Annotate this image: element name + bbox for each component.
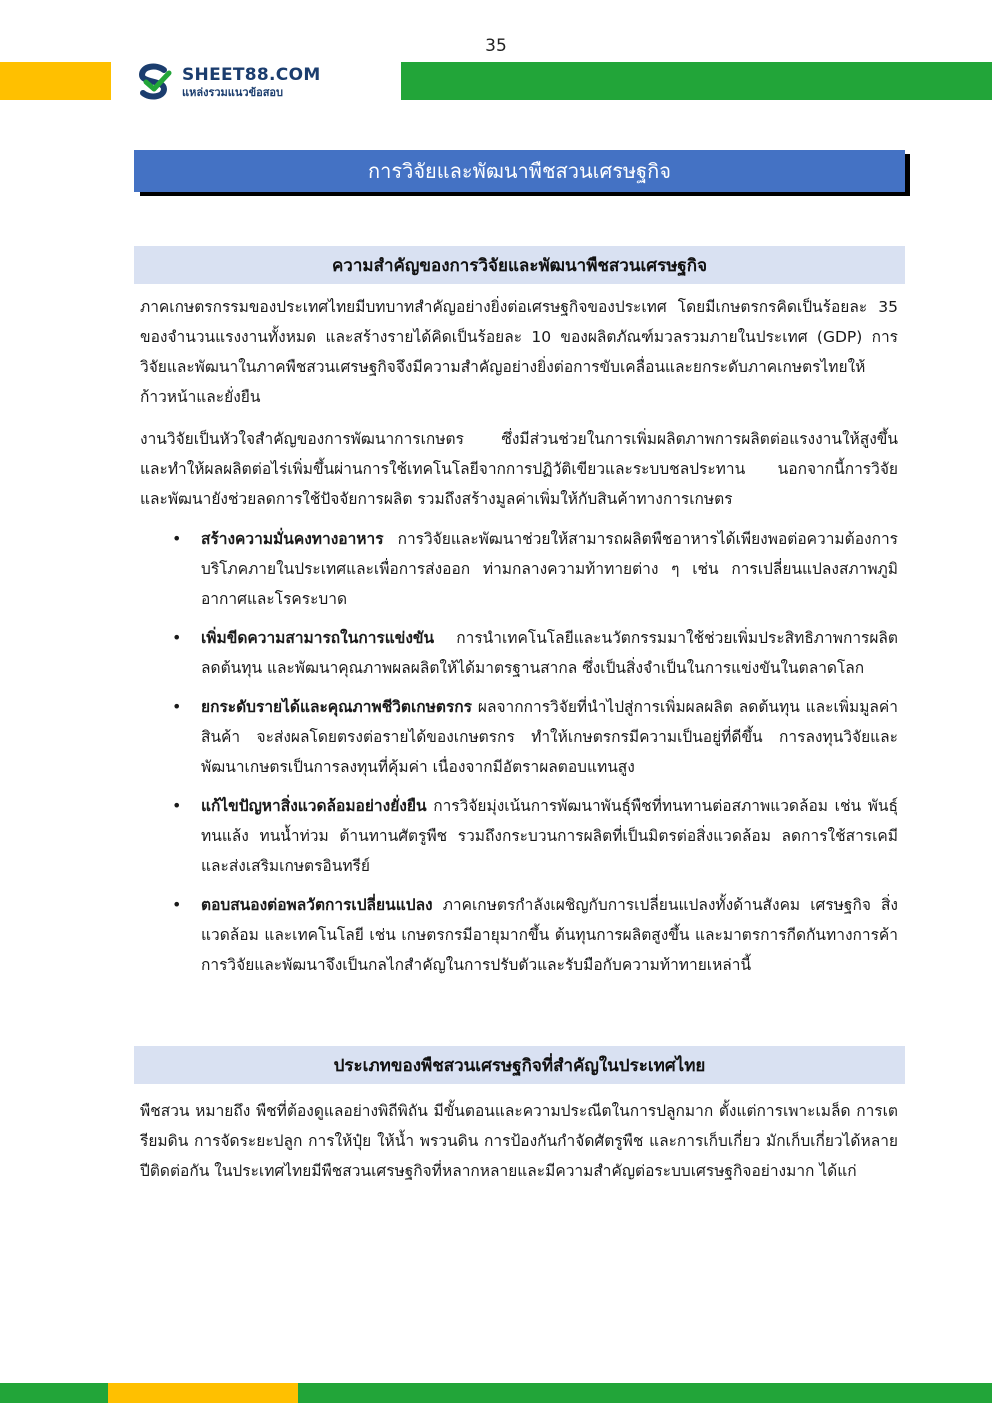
bullet-title: แก้ไขปัญหาสิ่งแวดล้อมอย่างยั่งยืน — [201, 797, 427, 815]
bullet-environment — [168, 791, 898, 881]
logo-title: SHEET88.COM — [182, 64, 321, 85]
footer-band-green-left — [0, 1383, 108, 1403]
footer-band-green-right — [298, 1383, 992, 1403]
bullet-text: การวิจัยและพัฒนาช่วยให้สามารถผลิตพืชอาหารได้เพียงพอต่อความต้องการบริโภคภายในประเทศและเพื่อการส่งออก ท่ามกลางความท้าทายต่าง ๆ เช่น การเปลี่ยนแปลงสภาพภูมิอากาศและโรคระบาด — [201, 530, 898, 608]
sheet88-logo-icon — [134, 62, 174, 102]
footer-band-yellow — [108, 1383, 298, 1403]
bullet-food-security — [168, 524, 898, 614]
bullet-dot-icon: • — [172, 628, 182, 647]
bullet-text: การนำเทคโนโลยีและนวัตกรรมมาใช้ช่วยเพิ่มประสิทธิภาพการผลิต ลดต้นทุน และพัฒนาคุณภาพผลผลิตให้ได้มาตรฐานสากล ซึ่งเป็นสิ่งจำเป็นในการแข่งขันในตลาดโลก — [201, 629, 898, 677]
paragraph-horticulture: พืชสวน หมายถึง พืชที่ต้องดูแลอย่างพิถีพิถัน มีขั้นตอนและความประณีตในการปลูกมาก ตั้งแต่การเพาะเมล็ด การเตรียมดิน การจัดระยะปลูก การให้ปุ๋ย ให้น้ำ พรวนดิน การป้องกันกำจัดศัตรูพืช และการเก็บเกี่ยว มักเก็บเกี่ยวได้หลายปีติดต่อกัน ในประเทศไทยมีพืชสวนเศรษฐกิจที่หลากหลายและมีความสำคัญต่อระบบเศรษฐกิจอย่างมาก ได้แก่ — [140, 1102, 898, 1180]
bullet-text: การวิจัยมุ่งเน้นการพัฒนาพันธุ์พืชที่ทนทานต่อสภาพแวดล้อม เช่น พันธุ์ทนแล้ง ทนน้ำท่วม ต้านทานศัตรูพืช รวมถึงกระบวนการผลิตที่เป็นมิตรต่อสิ่งแวดล้อม ลดการใช้สารเคมี และส่งเสริมเกษตรอินทรีย์ — [201, 797, 898, 875]
paragraph-intro: ภาคเกษตรกรรมของประเทศไทยมีบทบาทสำคัญอย่างยิ่งต่อเศรษฐกิจของประเทศ โดยมีเกษตรกรคิดเป็นร้อยละ 35 ของจำนวนแรงงานทั้งหมด และสร้างรายได้คิดเป็นร้อยละ 10 ของผลิตภัณฑ์มวลรวมภายในประเทศ (GDP) การวิจัยและพัฒนาในภาคพืชสวนเศรษฐกิจจึงมีความสำคัญอย่างยิ่งต่อการขับเคลื่อนและยกระดับภาคเกษตรไทยให้ก้าวหน้าและยั่งยืน — [140, 298, 898, 406]
importance-bullet-list — [168, 524, 898, 989]
bullet-dot-icon: • — [172, 529, 182, 548]
bullet-dot-icon: • — [172, 697, 182, 716]
bullet-title: ยกระดับรายได้และคุณภาพชีวิตเกษตรกร — [201, 698, 472, 716]
site-logo — [134, 62, 321, 102]
bullet-title: ตอบสนองต่อพลวัตการเปลี่ยนแปลง — [201, 896, 433, 914]
header-band-green — [401, 62, 992, 100]
bullet-text: ภาคเกษตรกำลังเผชิญกับการเปลี่ยนแปลงทั้งด้านสังคม เศรษฐกิจ สิ่งแวดล้อม และเทคโนโลยี เช่น เกษตรกรมีอายุมากขึ้น ต้นทุนการผลิตสูงขึ้น และมาตรการกีดกันทางการค้า การวิจัยและพัฒนาจึงเป็นกลไกสำคัญในการปรับตัวและรับมือกับความท้าทายเหล่านี้ — [201, 896, 898, 974]
logo-subtitle: แหล่งรวมแนวข้อสอบ — [182, 85, 284, 99]
section-heading-importance: ความสำคัญของการวิจัยและพัฒนาพืชสวนเศรษฐกิจ — [134, 246, 905, 284]
bullet-dot-icon: • — [172, 796, 182, 815]
main-title: การวิจัยและพัฒนาพืชสวนเศรษฐกิจ — [134, 150, 905, 192]
bullet-title: เพิ่มขีดความสามารถในการแข่งขัน — [201, 629, 435, 647]
header-band-yellow — [0, 62, 111, 100]
bullet-dot-icon: • — [172, 895, 182, 914]
bullet-competitiveness — [168, 623, 898, 683]
bullet-change-dynamics — [168, 890, 898, 980]
page-number: 35 — [485, 36, 507, 56]
bullet-text: ผลจากการวิจัยที่นำไปสู่การเพิ่มผลผลิต ลดต้นทุน และเพิ่มมูลค่าสินค้า จะส่งผลโดยตรงต่อรายได้ของเกษตรกร ทำให้เกษตรกรมีความเป็นอยู่ที่ดีขึ้น การลงทุนวิจัยและพัฒนาเกษตรเป็นการลงทุนที่คุ้มค่า เนื่องจากมีอัตราผลตอบแทนสูง — [201, 698, 898, 776]
section-heading-crop-types: ประเภทของพืชสวนเศรษฐกิจที่สำคัญในประเทศไทย — [134, 1046, 905, 1084]
paragraph-research: งานวิจัยเป็นหัวใจสำคัญของการพัฒนาการเกษตร ซึ่งมีส่วนช่วยในการเพิ่มผลิตภาพการผลิตต่อแรงงานให้สูงขึ้น และทำให้ผลผลิตต่อไร่เพิ่มขึ้นผ่านการใช้เทคโนโลยีจากการปฏิวัติเขียวและระบบชลประทาน นอกจากนี้การวิจัยและพัฒนายังช่วยลดการใช้ปัจจัยการผลิต รวมถึงสร้างมูลค่าเพิ่มให้กับสินค้าทางการเกษตร — [140, 430, 898, 508]
bullet-title: สร้างความมั่นคงทางอาหาร — [201, 530, 384, 548]
bullet-farmer-income — [168, 692, 898, 782]
